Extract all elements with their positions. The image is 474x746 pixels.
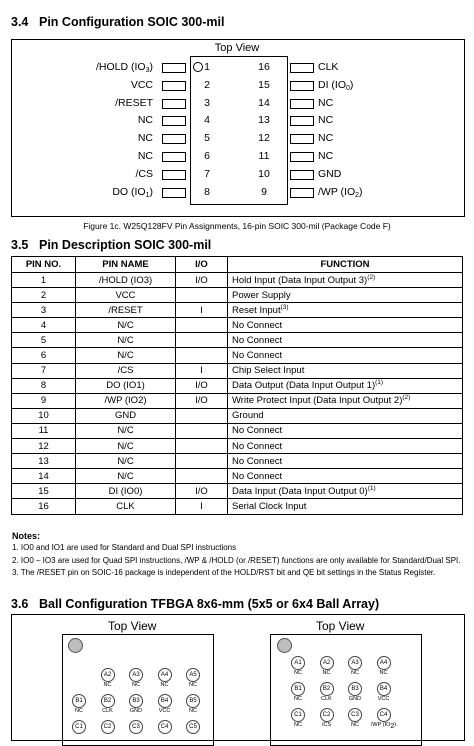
cell-pin-no: 5	[12, 333, 76, 348]
table-row	[12, 303, 463, 318]
cell-function	[228, 348, 463, 363]
pin-label-right	[318, 132, 333, 144]
pin-label-text: /WP (IO	[318, 185, 356, 198]
function-text: No Connect	[232, 440, 283, 452]
pin-lead-right	[290, 63, 314, 73]
pin-lead-right	[290, 170, 314, 180]
pin-label-left	[112, 186, 153, 198]
section-number: 3.4	[11, 15, 29, 29]
pin-label-text: CLK	[318, 61, 339, 73]
cell-pin-no: 9	[12, 393, 76, 408]
cell-io: I/O	[176, 273, 228, 288]
pin-label-sub: 2	[355, 191, 360, 199]
pin-lead-left	[162, 188, 186, 198]
cell-pin-name: /CS	[76, 363, 176, 378]
bga-5x5-ball: B2	[101, 694, 115, 708]
pin-label-right	[318, 168, 341, 180]
pin-lead-left	[162, 134, 186, 144]
cell-pin-no: 11	[12, 423, 76, 438]
cell-pin-name: DI (IO0)	[76, 484, 176, 499]
cell-function	[228, 333, 463, 348]
cell-pin-name: DO (IO1)	[76, 378, 176, 393]
pin-number-left: 1	[204, 61, 210, 73]
cell-io	[176, 469, 228, 484]
pin-label-left	[138, 150, 153, 162]
notes-heading: Notes:	[12, 531, 41, 541]
pin-lead-right	[290, 152, 314, 162]
pin-label-text: DO (IO	[112, 185, 146, 198]
cell-pin-name: N/C	[76, 454, 176, 469]
pin-number-right: 11	[258, 150, 270, 162]
cell-pin-name: N/C	[76, 423, 176, 438]
table-row	[12, 363, 463, 378]
header-function: FUNCTION	[228, 257, 463, 273]
footnote-ref: (1)	[375, 379, 384, 387]
pin-label-text: NC	[318, 132, 334, 145]
pin-lead-left	[162, 81, 186, 91]
bga-6x4-ball1-marker	[277, 638, 292, 653]
pin-number-right: 10	[258, 167, 270, 180]
pin-label-text: NC	[137, 132, 153, 145]
footnote-ref: (2)	[402, 394, 411, 402]
cell-pin-name: CLK	[76, 499, 176, 514]
bga-6x4-ball: C4	[377, 708, 391, 722]
function-text: Chip Select Input	[232, 365, 305, 377]
section-35-heading	[11, 238, 211, 252]
pin-label-left	[96, 61, 153, 73]
bga-5x5-ball-label	[176, 708, 210, 714]
section-number: 3.5	[11, 238, 29, 252]
pin-label-end: )	[149, 61, 153, 73]
footnote-ref: (3)	[280, 303, 289, 311]
pin-number-right: 15	[258, 78, 270, 91]
bga-5x5-ball: C1	[72, 720, 86, 734]
pin-label-sub: 0	[346, 84, 350, 92]
bga-left-top-view-label: Top View	[108, 619, 157, 633]
table-row	[12, 393, 463, 408]
bga-5x5-ball: A3	[129, 668, 143, 682]
pin-number-right: 16	[258, 61, 270, 73]
cell-function	[228, 499, 463, 514]
pin-label-text: NC	[318, 150, 334, 162]
function-text: No Connect	[232, 455, 283, 467]
cell-pin-no: 14	[12, 469, 76, 484]
pin-label-right	[318, 97, 333, 109]
pin-row	[0, 77, 474, 94]
bga-5x5-ball: C4	[158, 720, 172, 734]
function-text: Write Protect Input (Data Input Output 2)	[232, 395, 403, 407]
table-row	[12, 499, 463, 514]
ball-label-text: /WP (IO	[370, 722, 391, 728]
cell-pin-name: N/C	[76, 348, 176, 363]
pin-lead-right	[290, 116, 314, 126]
pin-number-left: 5	[204, 132, 210, 145]
cell-pin-no: 6	[12, 348, 76, 363]
ball-label-text: /CS	[321, 722, 332, 728]
pin-label-text: NC	[318, 114, 334, 127]
cell-io: I	[176, 303, 228, 318]
table-row	[12, 423, 463, 438]
notes-block	[12, 530, 467, 579]
pin-row	[0, 59, 474, 76]
pin-label-text: DI (IO	[318, 78, 346, 91]
cell-pin-no: 10	[12, 408, 76, 423]
pin-number-left: 8	[204, 185, 210, 198]
bga-6x4-ball: A3	[348, 656, 362, 670]
pin-label-end: )	[349, 78, 354, 91]
pin-label-right	[318, 61, 338, 73]
cell-function	[228, 273, 463, 288]
cell-pin-name: N/C	[76, 439, 176, 454]
function-text: No Connect	[232, 350, 283, 362]
pin-lead-right	[290, 81, 314, 91]
table-row	[12, 469, 463, 484]
pin-label-left	[115, 97, 153, 109]
pin-number-right: 9	[261, 185, 267, 198]
cell-pin-name: /RESET	[76, 303, 176, 318]
function-text: No Connect	[232, 319, 283, 331]
cell-pin-no: 1	[12, 273, 76, 288]
bga-5x5-ball: C5	[186, 720, 200, 734]
pin-number-left: 4	[204, 114, 210, 127]
pin-lead-left	[162, 63, 186, 73]
pin-row	[0, 148, 474, 165]
pin-diagram-top-view-label: Top View	[214, 42, 260, 54]
bga-6x4-ball: B4	[377, 682, 391, 696]
bga-6x4-ball-label	[367, 670, 401, 676]
bga-5x5-ball: B1	[72, 694, 86, 708]
ball-label-text: NC	[75, 708, 83, 714]
cell-pin-name: GND	[76, 408, 176, 423]
table-row	[12, 439, 463, 454]
pin-label-text: /CS	[135, 167, 153, 180]
section-number: 3.6	[11, 597, 29, 611]
cell-pin-no: 3	[12, 303, 76, 318]
pin-label-sub: 1	[145, 191, 150, 199]
cell-io: I/O	[176, 484, 228, 499]
pin-label-text: NC	[137, 114, 153, 127]
ball-label-text: NC	[294, 722, 302, 728]
table-row	[12, 318, 463, 333]
bga-5x5-ball: A2	[101, 668, 115, 682]
bga-6x4-ball-label	[367, 722, 401, 728]
section-title: Pin Configuration SOIC 300-mil	[39, 15, 225, 29]
ball-label-text: NC	[379, 670, 388, 676]
pin-number-right: 12	[258, 132, 270, 145]
cell-function	[228, 378, 463, 393]
pin-number-left: 6	[204, 150, 210, 162]
cell-io: I/O	[176, 393, 228, 408]
cell-function	[228, 469, 463, 484]
pin-row	[0, 166, 474, 183]
ball-label-text: VCC	[158, 708, 171, 714]
footnote-ref: (1)	[367, 484, 376, 492]
ball-label-text: NC	[103, 682, 112, 688]
pin-label-text: NC	[137, 150, 153, 162]
cell-io: I	[176, 499, 228, 514]
cell-function	[228, 318, 463, 333]
cell-io	[176, 333, 228, 348]
pin-lead-right	[290, 188, 314, 198]
pin-row	[0, 95, 474, 112]
function-text: Reset Input	[232, 304, 281, 316]
function-text: Data Output (Data Input Output 1)	[232, 380, 376, 392]
ball-label-text: NC	[351, 670, 359, 676]
pin-label-end: )	[359, 185, 363, 198]
bga-6x4-ball-label	[367, 696, 401, 702]
cell-io	[176, 439, 228, 454]
ball-label-text: NC	[294, 670, 302, 676]
section-36-heading	[11, 597, 379, 611]
cell-pin-no: 12	[12, 439, 76, 454]
cell-pin-no: 15	[12, 484, 76, 499]
pin-number-right: 14	[258, 96, 270, 109]
table-row	[12, 273, 463, 288]
bga-6x4-ball: A1	[291, 656, 305, 670]
header-io: I/O	[176, 257, 228, 273]
table-row	[12, 288, 463, 303]
function-text: Data Input (Data Input Output 0)	[232, 485, 368, 497]
pin-label-end: )	[149, 185, 153, 198]
pin-number-left: 2	[204, 78, 210, 91]
cell-io	[176, 288, 228, 303]
ball-label-sub: 2	[390, 723, 395, 730]
pin-row	[0, 112, 474, 129]
bga-5x5-ball: A4	[158, 668, 172, 682]
pin-lead-right	[290, 134, 314, 144]
note-item: 1. IO0 and IO1 are used for Standard and Dual SPI instructions	[12, 543, 237, 553]
bga-6x4-ball: B3	[348, 682, 362, 696]
cell-function	[228, 303, 463, 318]
bga-6x4-ball: B1	[291, 682, 305, 696]
pin-number-left: 3	[204, 96, 210, 109]
cell-pin-name: N/C	[76, 318, 176, 333]
function-text: Serial Clock Input	[232, 500, 307, 512]
ball-label-text: GND	[129, 708, 143, 714]
ball-label-text: NC	[132, 682, 140, 688]
cell-pin-name: N/C	[76, 333, 176, 348]
cell-io: I	[176, 363, 228, 378]
bga-6x4-ball: A2	[320, 656, 334, 670]
function-text: Ground	[232, 410, 264, 422]
pin-label-text: /HOLD (IO	[96, 61, 146, 73]
pin-lead-right	[290, 99, 314, 109]
cell-function	[228, 484, 463, 499]
table-row	[12, 484, 463, 499]
cell-pin-name: /WP (IO2)	[76, 393, 176, 408]
table-row	[12, 348, 463, 363]
cell-function	[228, 393, 463, 408]
pin-label-left	[138, 132, 153, 144]
pin-label-sub: 3	[145, 67, 150, 74]
cell-function	[228, 423, 463, 438]
function-text: No Connect	[232, 334, 283, 346]
table-row	[12, 333, 463, 348]
ball-label-text: NC	[189, 708, 197, 714]
cell-io: I/O	[176, 378, 228, 393]
header-pin-name: PIN NAME	[76, 257, 176, 273]
pin-label-right	[318, 150, 333, 162]
bga-6x4-ball: A4	[377, 656, 391, 670]
table-body	[12, 273, 463, 515]
cell-io	[176, 318, 228, 333]
cell-io	[176, 423, 228, 438]
pin-label-left	[135, 168, 153, 180]
cell-pin-no: 16	[12, 499, 76, 514]
pin-label-right	[318, 186, 363, 198]
ball-label-text: NC	[322, 670, 331, 676]
cell-function	[228, 454, 463, 469]
pin-row	[0, 130, 474, 147]
function-text: Hold Input (Data Input Output 3)	[232, 274, 368, 286]
pin-label-text: NC	[318, 96, 334, 109]
bga-5x5-ball: A5	[186, 668, 200, 682]
cell-io	[176, 408, 228, 423]
table-header-row	[12, 257, 463, 273]
cell-pin-no: 7	[12, 363, 76, 378]
pin-row	[0, 184, 474, 201]
section-34-heading	[11, 15, 224, 29]
pin-lead-left	[162, 116, 186, 126]
bga-5x5-ball: B4	[158, 694, 172, 708]
pin-label-left	[131, 79, 153, 91]
section-title: Ball Configuration TFBGA 8x6-mm (5x5 or 6x4 Ball Array)	[39, 597, 380, 611]
table-row	[12, 454, 463, 469]
cell-function	[228, 408, 463, 423]
pin-number-left: 7	[204, 167, 210, 180]
table-row	[12, 378, 463, 393]
cell-io	[176, 454, 228, 469]
note-item: 2. IO0 – IO3 are used for Quad SPI instructions, /WP & /HOLD (or /RESET) functions are only available for Standard/Dual SPI.	[12, 555, 461, 565]
bga-6x4-ball: B2	[320, 682, 334, 696]
pin-label-text: /RESET	[115, 96, 153, 109]
bga-5x5-ball: C2	[101, 720, 115, 734]
function-text: No Connect	[232, 470, 283, 482]
bga-right-top-view-label: Top View	[316, 619, 365, 633]
ball-label-text: NC	[294, 696, 302, 702]
ball-label-text: NC	[189, 682, 197, 688]
bga-5x5-ball-label	[176, 682, 210, 688]
cell-pin-name: VCC	[76, 288, 176, 303]
ball-label-text: VCC	[377, 696, 390, 702]
pin-description-table	[11, 256, 463, 515]
ball-label-text: GND	[348, 696, 362, 702]
cell-pin-no: 2	[12, 288, 76, 303]
note-item: 3. The /RESET pin on SOIC-16 package is independent of the HOLD/RST bit and QE bit settings in the Status Register.	[12, 567, 436, 577]
cell-io	[176, 348, 228, 363]
pin-label-text: VCC	[130, 78, 153, 91]
bga-5x5-ball: C3	[129, 720, 143, 734]
pin-lead-left	[162, 170, 186, 180]
bga-6x4-ball: C2	[320, 708, 334, 722]
pin-label-text: GND	[318, 167, 342, 180]
ball-label-text: NC	[160, 682, 169, 688]
bga-5x5-ball: B3	[129, 694, 143, 708]
pin-lead-left	[162, 99, 186, 109]
cell-pin-no: 4	[12, 318, 76, 333]
cell-function	[228, 363, 463, 378]
ball-label-text: NC	[351, 722, 359, 728]
function-text: No Connect	[232, 425, 283, 437]
figure-caption: Figure 1c. W25Q128FV Pin Assignments, 16-pin SOIC 300-mil (Package Code F)	[83, 221, 391, 231]
ball-label-text: CLK	[321, 696, 332, 702]
bga-5x5-ball1-marker	[68, 638, 83, 653]
bga-6x4-ball: C1	[291, 708, 305, 722]
header-pin-no: PIN NO.	[12, 257, 76, 273]
section-title: Pin Description SOIC 300-mil	[39, 238, 212, 252]
ball-label-text: CLK	[102, 708, 113, 714]
cell-pin-no: 8	[12, 378, 76, 393]
pin-label-right	[318, 114, 333, 126]
bga-6x4-ball: C3	[348, 708, 362, 722]
pin-label-right	[318, 79, 353, 91]
bga-5x5-ball: B5	[186, 694, 200, 708]
cell-pin-name: /HOLD (IO3)	[76, 273, 176, 288]
ball-label-end: )	[394, 722, 397, 728]
cell-function	[228, 439, 463, 454]
cell-pin-no: 13	[12, 454, 76, 469]
table-row	[12, 408, 463, 423]
pin-number-right: 13	[258, 114, 270, 127]
cell-pin-name: N/C	[76, 469, 176, 484]
cell-function	[228, 288, 463, 303]
pin-label-left	[138, 114, 153, 126]
footnote-ref: (2)	[367, 273, 376, 281]
pin-lead-left	[162, 152, 186, 162]
function-text: Power Supply	[232, 289, 291, 301]
